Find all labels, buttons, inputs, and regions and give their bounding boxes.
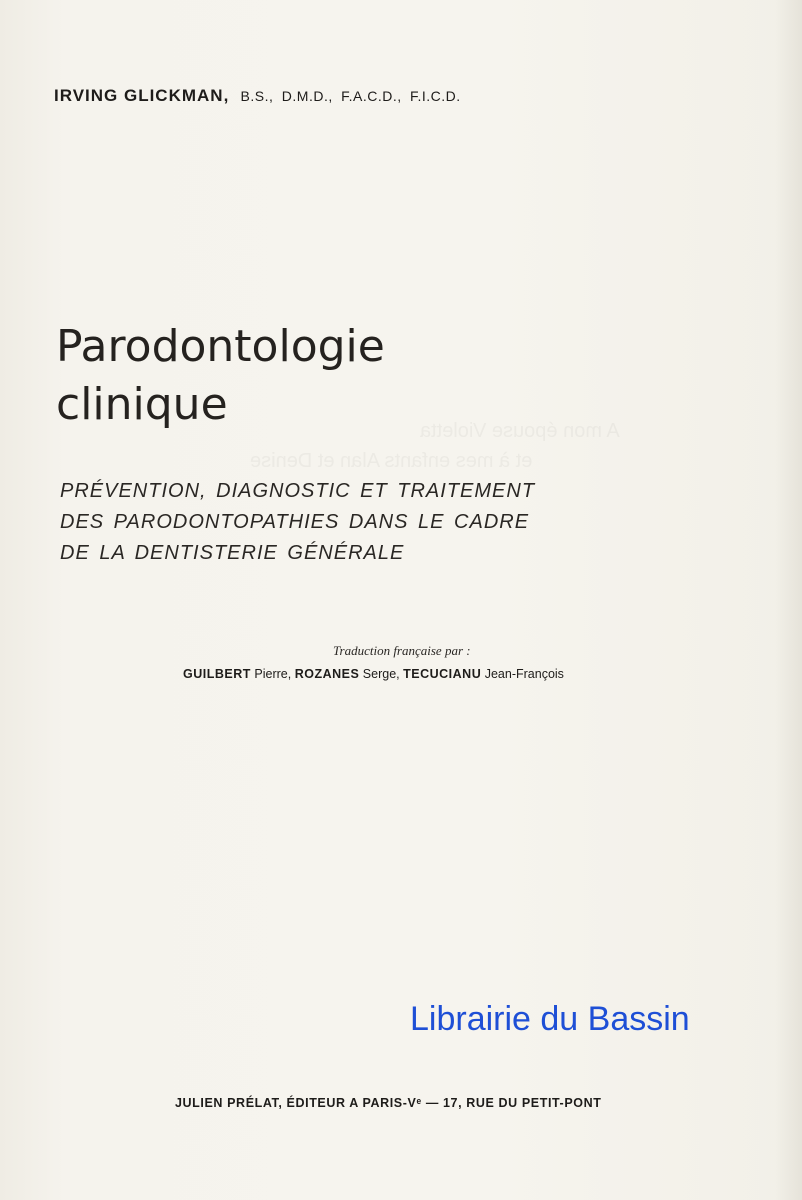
translator-given-name: Pierre, xyxy=(254,667,292,681)
bookseller-watermark: Librairie du Bassin xyxy=(410,1000,690,1038)
publisher-imprint: JULIEN PRÉLAT, ÉDITEUR A PARIS-Vᵉ — 17, RUE DU PETIT-PONT xyxy=(175,1096,602,1110)
translation-label: Traduction française par : xyxy=(333,643,471,658)
spine-shadow xyxy=(774,0,802,1200)
translators-line xyxy=(183,667,564,681)
author-line xyxy=(54,86,461,106)
book-title xyxy=(56,318,385,434)
translator-given-name: Jean-François xyxy=(484,667,564,681)
book-title-line-1: Parodontologie xyxy=(56,321,385,372)
translator-surname: TECUCIANU xyxy=(403,667,482,681)
book-subtitle-line-2: DES PARODONTOPATHIES DANS LE CADRE xyxy=(60,511,530,533)
show-through-text: A mon épouse Violetta xyxy=(420,420,620,442)
book-subtitle xyxy=(60,476,535,569)
book-subtitle-line-3: DE LA DENTISTERIE GÉNÉRALE xyxy=(60,542,405,564)
show-through-text: et à mes enfants Alan et Denise xyxy=(250,450,533,472)
book-title-line-2: clinique xyxy=(56,379,228,430)
translator-given-name: Serge, xyxy=(362,667,400,681)
translator-surname: ROZANES xyxy=(294,667,360,681)
author-degrees: B.S., D.M.D., F.A.C.D., F.I.C.D. xyxy=(240,88,461,104)
translator-surname: GUILBERT xyxy=(183,667,251,681)
book-subtitle-line-1: PRÉVENTION, DIAGNOSTIC ET TRAITEMENT xyxy=(60,480,536,502)
author-name: IRVING GLICKMAN, xyxy=(54,86,230,105)
